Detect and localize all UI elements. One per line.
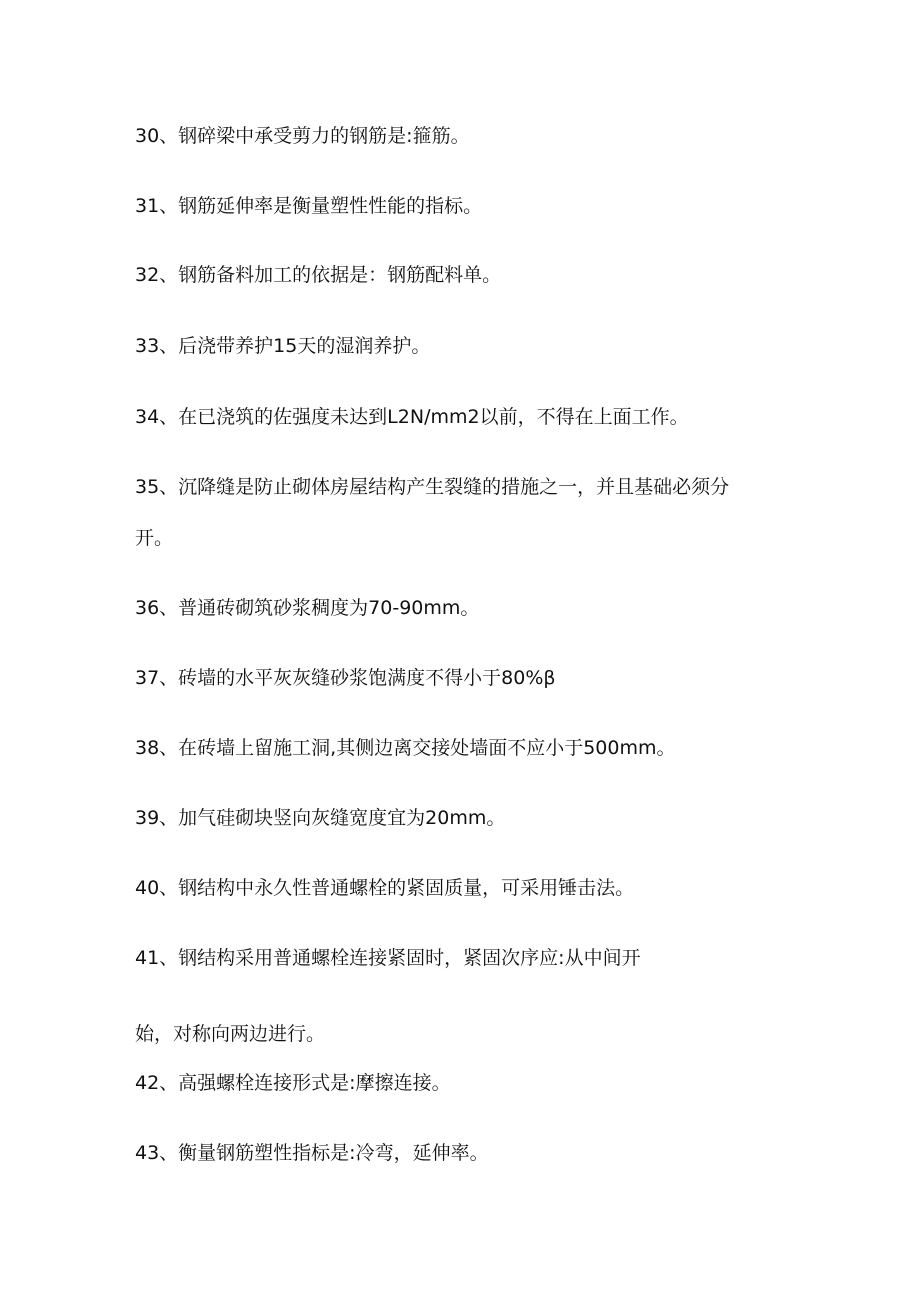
item-36: 36、普通砖砌筑砂浆稠度为70-90mm。 — [135, 597, 480, 619]
item-40: 40、钢结构中永久性普通螺栓的紧固质量，可采用锤击法。 — [135, 877, 635, 899]
item-39: 39、加气硅砌块竖向灰缝宽度宜为20mm。 — [135, 807, 506, 829]
item-35-continuation: 开。 — [135, 527, 174, 549]
item-34: 34、在已浇筑的佐强度未达到L2N∕mm2以前，不得在上面工作。 — [135, 406, 689, 428]
item-43: 43、衡量钢筋塑性指标是:冷弯，延伸率。 — [135, 1142, 489, 1164]
item-38: 38、在砖墙上留施工洞,其侧边离交接处墙面不应小于500mm。 — [135, 737, 676, 759]
item-33: 33、后浇带养护15天的湿润养护。 — [135, 335, 431, 357]
item-30: 30、钢碎梁中承受剪力的钢筋是:箍筋。 — [135, 125, 470, 147]
item-35: 35、沉降缝是防止砌体房屋结构产生裂缝的措施之一，并且基础必须分 — [135, 476, 730, 498]
item-41-continuation: 始，对称向两边进行。 — [135, 1023, 326, 1045]
item-41: 41、钢结构采用普通螺栓连接紧固时，紧固次序应:从中间开 — [135, 947, 641, 969]
item-42: 42、高强螺栓连接形式是:摩擦连接。 — [135, 1072, 451, 1094]
item-31: 31、钢筋延伸率是衡量塑性性能的指标。 — [135, 195, 483, 217]
item-32: 32、钢筋备料加工的依据是：钢筋配料单。 — [135, 264, 502, 286]
item-37: 37、砖墙的水平灰灰缝砂浆饱满度不得小于80%β — [135, 667, 556, 689]
